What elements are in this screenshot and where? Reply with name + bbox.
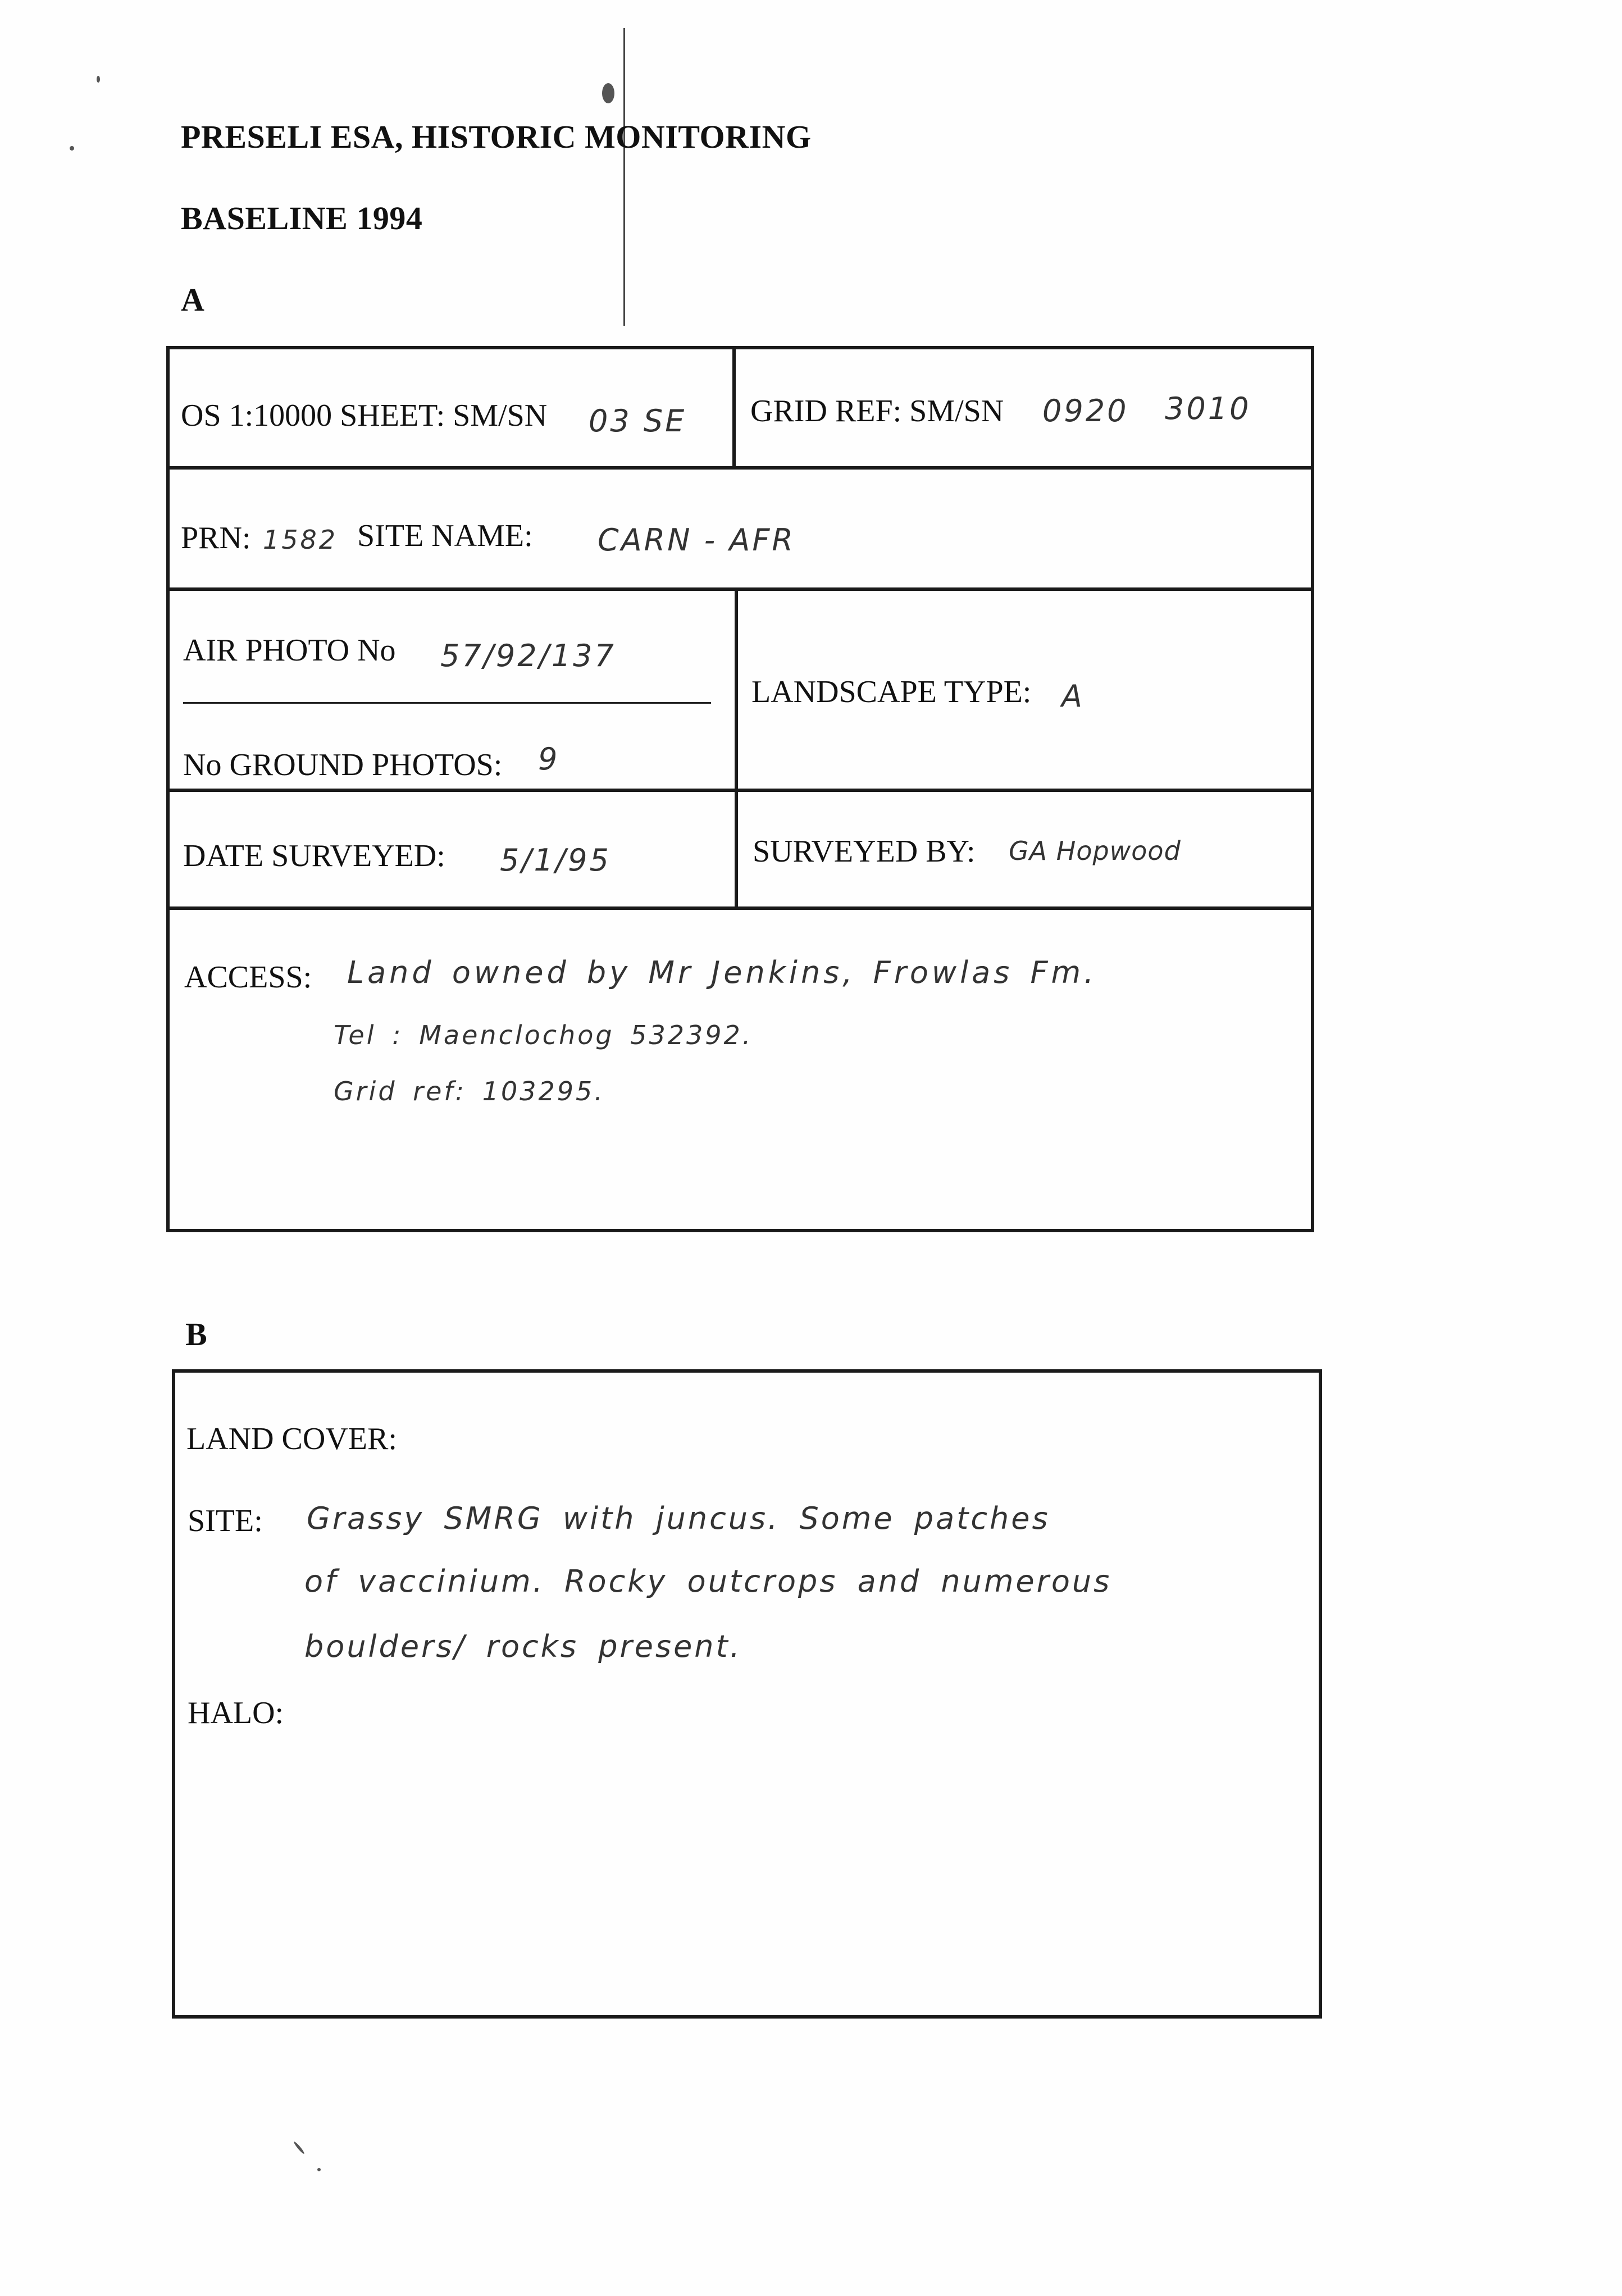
prn-value[interactable]: 1582 [263,525,338,555]
landscape-type-label: LANDSCAPE TYPE: [751,675,1032,709]
land-cover-label: LAND COVER: [186,1422,397,1456]
surveyed-by-label: SURVEYED BY: [753,834,976,869]
access-line-3[interactable]: Grid ref: 103295. [334,1076,605,1106]
form-title: PRESELI ESA, HISTORIC MONITORING [181,119,812,155]
access-label: ACCESS: [184,960,312,995]
scan-artifact-speck [70,146,74,151]
grid-ref-value-northing[interactable]: 3010 [1165,391,1251,426]
site-description-line-2[interactable]: of vaccinium. Rocky outcrops and numerous [304,1564,1112,1599]
site-name-label: SITE NAME: [357,518,533,553]
grid-ref-value-easting[interactable]: 0920 [1042,393,1129,429]
date-surveyed-value[interactable]: 5/1/95 [500,842,611,878]
section-a-heading: A [181,281,205,318]
prn-label: PRN: [181,521,251,555]
site-name-value[interactable]: CARN - AFR [598,522,795,558]
row-divider [166,587,1314,591]
section-b-form [172,1369,1322,2019]
ground-photos-label: No GROUND PHOTOS: [183,748,503,782]
section-b-heading: B [185,1316,208,1352]
halo-label: HALO: [188,1696,284,1730]
scan-artifact-speck [97,76,100,83]
ground-photos-value[interactable]: 9 [538,741,560,777]
landscape-type-value[interactable]: A [1061,678,1085,714]
os-sheet-label: OS 1:10000 SHEET: SM/SN [181,398,548,433]
scan-artifact-speck [602,83,614,103]
access-line-2[interactable]: Tel : Maenclochog 532392. [334,1020,753,1050]
surveyed-by-value[interactable]: GA Hopwood [1009,836,1181,866]
scan-artifact-line [623,28,625,326]
row-divider [166,906,1314,910]
os-sheet-value[interactable]: 03 SE [589,403,687,439]
row-divider [166,466,1314,470]
access-line-1[interactable]: Land owned by Mr Jenkins, Frowlas Fm. [347,955,1097,990]
air-photo-label: AIR PHOTO No [183,633,396,668]
air-photo-underline [183,702,711,704]
column-divider [735,587,738,910]
baseline-heading: BASELINE 1994 [181,200,423,236]
site-description-line-1[interactable]: Grassy SMRG with juncus. Some patches [307,1501,1050,1536]
scan-artifact-speck [293,2141,306,2155]
air-photo-value[interactable]: 57/92/137 [440,638,616,673]
date-surveyed-label: DATE SURVEYED: [183,839,445,873]
column-divider [732,346,736,470]
grid-ref-label: GRID REF: SM/SN [750,394,1004,429]
row-divider [166,789,1314,792]
scan-artifact-speck [317,2168,321,2171]
site-description-line-3[interactable]: boulders/ rocks present. [304,1629,742,1664]
site-label: SITE: [188,1504,263,1538]
